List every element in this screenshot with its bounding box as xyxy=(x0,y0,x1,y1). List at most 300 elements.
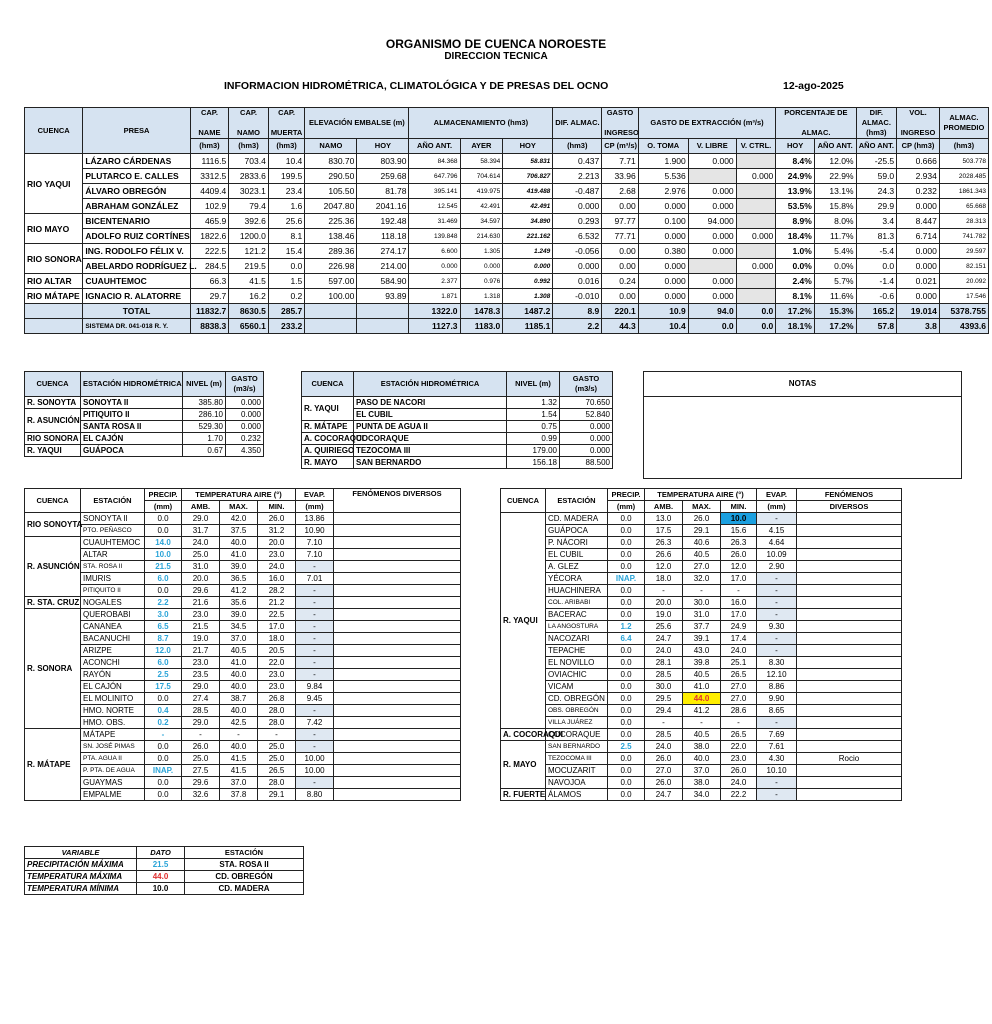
presa-value: 284.5 xyxy=(190,259,229,274)
fenomeno-value xyxy=(797,525,902,537)
cuenca-label: R. YAQUI xyxy=(25,445,81,457)
presa-value: 221.162 xyxy=(503,229,553,244)
station-value: 0.000 xyxy=(560,433,613,445)
col-amb: AMB. xyxy=(182,501,220,513)
presa-value: -0.6 xyxy=(856,289,897,304)
station-value: - xyxy=(757,633,797,645)
fenomeno-value xyxy=(797,573,902,585)
presa-value xyxy=(736,274,776,289)
station-value: 23.0 xyxy=(258,549,296,561)
station-value: 10.00 xyxy=(296,753,334,765)
station-name: VILLA JUÁREZ xyxy=(546,717,608,729)
station-value: 17.0 xyxy=(258,621,296,633)
cuenca-label: RIO ALTAR xyxy=(25,274,83,289)
fenomeno-value xyxy=(797,681,902,693)
presa-value: 2047.80 xyxy=(305,199,357,214)
station-value: 1.2 xyxy=(608,621,645,633)
station-name: EL CAJÓN xyxy=(81,433,183,445)
fenomeno-value xyxy=(797,693,902,705)
presa-value: 0.0 xyxy=(856,259,897,274)
hidro-left-header xyxy=(25,372,264,397)
presa-value: 1200.0 xyxy=(229,229,269,244)
presa-name: CUAUHTEMOC xyxy=(83,274,190,289)
col-amb: AMB. xyxy=(645,501,683,513)
clima-row xyxy=(501,669,902,681)
station-value: 0.232 xyxy=(226,433,264,445)
station-value: 9.84 xyxy=(296,681,334,693)
sub-o-toma: O. TOMA xyxy=(638,139,688,154)
station-value: 26.0 xyxy=(683,513,721,525)
station-value: - xyxy=(645,717,683,729)
station-value: 7.10 xyxy=(296,549,334,561)
presa-value: 2.4% xyxy=(776,274,815,289)
presa-value: 12.0% xyxy=(814,154,856,169)
station-value: 12.10 xyxy=(757,669,797,681)
col-cuenca: CUENCA xyxy=(25,108,83,154)
presa-value: 584.90 xyxy=(357,274,409,289)
fenomeno-value xyxy=(797,741,902,753)
presa-value: 2833.6 xyxy=(229,169,269,184)
station-value: 26.5 xyxy=(721,669,757,681)
station-value: 29.6 xyxy=(182,777,220,789)
station-value: 10.09 xyxy=(757,549,797,561)
col-max: MAX. xyxy=(683,501,721,513)
presa-name: ING. RODOLFO FÉLIX V. xyxy=(83,244,190,259)
presa-value: 81.3 xyxy=(856,229,897,244)
station-value: 0.0 xyxy=(145,777,182,789)
presa-value: 0.437 xyxy=(553,154,602,169)
presa-value: 34.890 xyxy=(503,214,553,229)
hidro-row xyxy=(302,421,613,433)
sub-hoy: HOY xyxy=(776,139,815,154)
station-value: 41.5 xyxy=(220,765,258,777)
station-name: TEPACHE xyxy=(546,645,608,657)
presa-value: -0.487 xyxy=(553,184,602,199)
station-value: 0.0 xyxy=(608,693,645,705)
fenomeno-value xyxy=(797,777,902,789)
cuenca-label: RIO SONORA xyxy=(25,244,83,274)
clima-row xyxy=(25,549,461,561)
presa-value: 0.000 xyxy=(897,244,940,259)
station-name: HUACHINERA xyxy=(546,585,608,597)
station-value: 0.0 xyxy=(608,597,645,609)
station-value: 179.00 xyxy=(507,445,560,457)
station-value: 13.0 xyxy=(645,513,683,525)
hidro-row xyxy=(25,397,264,409)
station-value: 39.0 xyxy=(220,609,258,621)
clima-right-header xyxy=(501,489,902,501)
station-value: 2.2 xyxy=(145,597,182,609)
station-value: 24.0 xyxy=(721,645,757,657)
clima-row xyxy=(501,717,902,729)
station-value: 8.30 xyxy=(757,657,797,669)
presa-value: 6.714 xyxy=(897,229,940,244)
presa-value: 219.5 xyxy=(229,259,269,274)
station-value: 26.5 xyxy=(721,729,757,741)
station-value: 6.4 xyxy=(608,633,645,645)
presa-row xyxy=(25,199,989,214)
station-value: 28.2 xyxy=(258,585,296,597)
presa-value: 0.293 xyxy=(553,214,602,229)
station-value: 32.0 xyxy=(683,573,721,585)
total-value: 1478.3 xyxy=(460,304,503,319)
presa-value: 29.9 xyxy=(856,199,897,214)
station-value: 8.7 xyxy=(145,633,182,645)
station-name: COL. ARIBABI xyxy=(546,597,608,609)
station-value: 0.0 xyxy=(608,657,645,669)
presa-value: 23.4 xyxy=(268,184,304,199)
presa-row xyxy=(25,244,989,259)
presa-value: 0.380 xyxy=(638,244,688,259)
station-value: 17.5 xyxy=(645,525,683,537)
station-value: - xyxy=(296,657,334,669)
cuenca-label: R. YAQUI xyxy=(302,397,354,421)
hidrometrica-right-table xyxy=(301,371,613,469)
cuenca-label: RIO YAQUI xyxy=(25,154,83,214)
clima-row xyxy=(25,597,461,609)
station-value: 0.0 xyxy=(608,549,645,561)
station-value: 385.80 xyxy=(183,397,226,409)
fenomeno-value xyxy=(797,765,902,777)
station-value: 28.0 xyxy=(258,777,296,789)
presa-value: 41.5 xyxy=(229,274,269,289)
station-value: 24.7 xyxy=(645,633,683,645)
col-min: MIN. xyxy=(721,501,757,513)
col-dif-almac: DIF. ALMAC. xyxy=(553,108,602,139)
cuenca-label: R. SONORA xyxy=(25,609,81,729)
station-value: 40.5 xyxy=(683,669,721,681)
unit-mm: (mm) xyxy=(757,501,797,513)
station-value: 35.6 xyxy=(220,597,258,609)
station-value: 38.0 xyxy=(683,777,721,789)
presa-value: 138.46 xyxy=(305,229,357,244)
clima-row xyxy=(25,525,461,537)
presa-value: 0.000 xyxy=(688,274,736,289)
station-value: 0.99 xyxy=(507,433,560,445)
station-value: 0.0 xyxy=(608,525,645,537)
presa-value: 0.100 xyxy=(638,214,688,229)
presa-value: 25.6 xyxy=(268,214,304,229)
clima-row xyxy=(25,645,461,657)
station-value: 10.0 xyxy=(145,549,182,561)
station-value: 40.0 xyxy=(220,741,258,753)
station-value: 29.0 xyxy=(182,681,220,693)
station-value: - xyxy=(296,669,334,681)
sub-hoy: HOY xyxy=(503,139,553,154)
station-name: PTA. AGUA II xyxy=(81,753,145,765)
presa-value: 0.232 xyxy=(897,184,940,199)
col-nivel: NIVEL (m) xyxy=(183,372,226,397)
presa-value: 5.536 xyxy=(638,169,688,184)
total-value: 1322.0 xyxy=(409,304,460,319)
presa-value: 703.4 xyxy=(229,154,269,169)
station-value: 4.64 xyxy=(757,537,797,549)
station-value: 29.4 xyxy=(645,705,683,717)
station-value: - xyxy=(757,585,797,597)
clima-row xyxy=(25,705,461,717)
fenomeno-value xyxy=(334,741,461,753)
presa-value: 225.36 xyxy=(305,214,357,229)
col-evap: EVAP. xyxy=(296,489,334,501)
presa-value: 0.021 xyxy=(897,274,940,289)
presa-value: 0.0 xyxy=(268,259,304,274)
presa-value: 597.00 xyxy=(305,274,357,289)
cuenca-label: R. SONOYTA xyxy=(25,397,81,409)
station-name: CD. OBREGÓN xyxy=(546,693,608,705)
station-value: - xyxy=(683,585,721,597)
station-value: 41.5 xyxy=(220,753,258,765)
station-value: 41.0 xyxy=(220,549,258,561)
station-value: 28.6 xyxy=(721,705,757,717)
presa-name: ÁLVARO OBREGÓN xyxy=(83,184,190,199)
presa-value: 2.213 xyxy=(553,169,602,184)
station-value: 34.0 xyxy=(683,789,721,801)
sistema-value: 2.2 xyxy=(553,319,602,334)
fenomeno-value xyxy=(334,717,461,729)
station-value: 40.5 xyxy=(683,729,721,741)
station-name: SAN BERNARDO xyxy=(354,457,507,469)
station-value: 23.0 xyxy=(721,753,757,765)
clima-row xyxy=(25,717,461,729)
cuenca-label: R. MÁTAPE xyxy=(25,729,81,801)
station-name: COCORAQUE xyxy=(354,433,507,445)
presa-value: 2.377 xyxy=(409,274,460,289)
station-value: 30.0 xyxy=(645,681,683,693)
station-value: 24.0 xyxy=(721,777,757,789)
station-name: PITIQUITO II xyxy=(81,409,183,421)
station-value: 9.45 xyxy=(296,693,334,705)
cuenca-label: R. STA. CRUZ xyxy=(25,597,81,609)
total-value: 285.7 xyxy=(268,304,304,319)
station-value: 7.42 xyxy=(296,717,334,729)
presa-value: 0.000 xyxy=(638,274,688,289)
clima-row xyxy=(25,537,461,549)
station-value: 0.000 xyxy=(560,421,613,433)
station-value: 6.5 xyxy=(145,621,182,633)
col-nivel: NIVEL (m) xyxy=(507,372,560,397)
station-value: 20.0 xyxy=(645,597,683,609)
fenomeno-value xyxy=(797,657,902,669)
station-name: MOCUZARIT xyxy=(546,765,608,777)
total-value: 11832.7 xyxy=(190,304,229,319)
station-value: 0.0 xyxy=(608,753,645,765)
station-value: - xyxy=(145,729,182,741)
sistema-value: 8838.3 xyxy=(190,319,229,334)
presas-header-row xyxy=(25,108,989,139)
station-value: 22.2 xyxy=(721,789,757,801)
station-value: 0.0 xyxy=(608,777,645,789)
station-name: NACOZARI xyxy=(546,633,608,645)
sistema-value: 18.1% xyxy=(776,319,815,334)
extremos-table xyxy=(24,846,304,895)
station-name: P. NÁCORI xyxy=(546,537,608,549)
station-value: 0.4 xyxy=(145,705,182,717)
station-name: ALTAR xyxy=(81,549,145,561)
sub-ayer: AYER xyxy=(460,139,503,154)
station-name: CD. MADERA xyxy=(546,513,608,525)
station-value: 0.75 xyxy=(507,421,560,433)
station-value: 9.90 xyxy=(757,693,797,705)
station-name: QUEROBABI xyxy=(81,609,145,621)
clima-row xyxy=(501,693,902,705)
station-value: 0.2 xyxy=(145,717,182,729)
presa-value: 4409.4 xyxy=(190,184,229,199)
col-diversos: DIVERSOS xyxy=(797,501,902,513)
fenomeno-value xyxy=(797,597,902,609)
presa-value: 0.2 xyxy=(268,289,304,304)
presas-table xyxy=(24,107,989,334)
station-value: 25.0 xyxy=(258,753,296,765)
presa-value: 395.141 xyxy=(409,184,460,199)
station-value: - xyxy=(721,717,757,729)
presa-value: 0.24 xyxy=(602,274,638,289)
station-value: 26.3 xyxy=(645,537,683,549)
extremo-estacion: STA. ROSA II xyxy=(185,859,304,871)
sistema-value: 233.2 xyxy=(268,319,304,334)
col-fenomenos: FENÓMENOS xyxy=(797,489,902,501)
fenomeno-value xyxy=(797,513,902,525)
col-evap: EVAP. xyxy=(757,489,797,501)
presa-value: -25.5 xyxy=(856,154,897,169)
station-value: 40.5 xyxy=(220,645,258,657)
presa-value: 2.934 xyxy=(897,169,940,184)
presa-value: 82.151 xyxy=(939,259,988,274)
col-dato: DATO xyxy=(137,847,185,859)
station-value: 23.0 xyxy=(182,609,220,621)
fenomeno-value xyxy=(334,645,461,657)
extremo-dato: 10.0 xyxy=(137,883,185,895)
col-gasto: GASTO INGRESO xyxy=(602,108,638,139)
presa-value: 0.00 xyxy=(602,199,638,214)
presa-value: 8.4% xyxy=(776,154,815,169)
presa-value: 3312.5 xyxy=(190,169,229,184)
station-value: 41.2 xyxy=(683,705,721,717)
presa-value: 11.6% xyxy=(814,289,856,304)
presa-name: LÁZARO CÁRDENAS xyxy=(83,154,190,169)
clima-row xyxy=(501,705,902,717)
station-value: 1.70 xyxy=(183,433,226,445)
station-value: 24.0 xyxy=(182,537,220,549)
presa-value: 2.68 xyxy=(602,184,638,199)
station-value: 7.01 xyxy=(296,573,334,585)
station-name: GUAYMAS xyxy=(81,777,145,789)
total-value: 17.2% xyxy=(776,304,815,319)
total-value: 5378.755 xyxy=(939,304,988,319)
presa-value: 0.000 xyxy=(553,199,602,214)
station-value: 21.5 xyxy=(182,621,220,633)
clima-row xyxy=(25,765,461,777)
col-cuenca: CUENCA xyxy=(302,372,354,397)
station-value: 12.0 xyxy=(645,561,683,573)
station-value: 7.10 xyxy=(296,537,334,549)
presa-value: 704.614 xyxy=(460,169,503,184)
presa-value: 29.7 xyxy=(190,289,229,304)
station-value: 88.500 xyxy=(560,457,613,469)
col-cap-name: CAP. NAME xyxy=(190,108,229,139)
station-value: 39.8 xyxy=(683,657,721,669)
extremo-estacion: CD. MADERA xyxy=(185,883,304,895)
clima-row xyxy=(25,633,461,645)
presa-value: 93.89 xyxy=(357,289,409,304)
presa-name: ABELARDO RODRÍGUEZ L. xyxy=(83,259,190,274)
presa-value: 2.976 xyxy=(638,184,688,199)
station-value: 25.0 xyxy=(182,753,220,765)
station-value: - xyxy=(220,729,258,741)
total-value: 0.0 xyxy=(736,304,776,319)
fenomeno-value xyxy=(334,729,461,741)
cuenca-label: RIO SONORA xyxy=(25,433,81,445)
station-value: 43.0 xyxy=(683,645,721,657)
col-almacenamiento: ALMACENAMIENTO (hm3) xyxy=(409,108,553,139)
presa-value: 6.532 xyxy=(553,229,602,244)
fenomeno-value xyxy=(334,597,461,609)
presa-row xyxy=(25,184,989,199)
extremo-variable: PRECIPITACIÓN MÁXIMA xyxy=(25,859,137,871)
hidro-row xyxy=(302,433,613,445)
presa-value: 0.000 xyxy=(688,184,736,199)
presa-value: 0.000 xyxy=(736,169,776,184)
presa-value: 647.796 xyxy=(409,169,460,184)
presa-value: 0.000 xyxy=(736,259,776,274)
station-value: 40.0 xyxy=(683,753,721,765)
station-name: A. GLEZ xyxy=(546,561,608,573)
station-value: 1.54 xyxy=(507,409,560,421)
station-name: RAYÓN xyxy=(81,669,145,681)
station-value: 31.7 xyxy=(182,525,220,537)
clima-row xyxy=(25,561,461,573)
presa-value: 24.9% xyxy=(776,169,815,184)
presa-value: 33.96 xyxy=(602,169,638,184)
station-value: 7.69 xyxy=(757,729,797,741)
station-name: PUNTA DE AGUA II xyxy=(354,421,507,433)
presa-value: 1.308 xyxy=(503,289,553,304)
station-value: 29.0 xyxy=(182,513,220,525)
presa-value: 0.0% xyxy=(776,259,815,274)
presa-value: 94.000 xyxy=(688,214,736,229)
dept-title: DIRECCION TECNICA xyxy=(444,51,548,62)
unit-hm3: (hm3) xyxy=(229,139,269,154)
presa-value: 1.5 xyxy=(268,274,304,289)
clima-row xyxy=(501,729,902,741)
station-value: 6.0 xyxy=(145,573,182,585)
presa-value: 8.0% xyxy=(814,214,856,229)
presa-value: 34.597 xyxy=(460,214,503,229)
presa-value: 28.313 xyxy=(939,214,988,229)
fenomeno-value xyxy=(334,537,461,549)
station-value: 25.0 xyxy=(258,741,296,753)
station-value: 0.0 xyxy=(145,789,182,801)
presa-value: 226.98 xyxy=(305,259,357,274)
cuenca-label: RIO MÁTAPE xyxy=(25,289,83,304)
blank-cell xyxy=(25,319,83,334)
total-label: TOTAL xyxy=(83,304,190,319)
presa-value: 2028.485 xyxy=(939,169,988,184)
presa-value: 31.469 xyxy=(409,214,460,229)
presa-value: 7.71 xyxy=(602,154,638,169)
station-name: VICAM xyxy=(546,681,608,693)
station-value: 15.6 xyxy=(721,525,757,537)
presa-name: ABRAHAM GONZÁLEZ xyxy=(83,199,190,214)
sub-ano-ant: AÑO ANT. xyxy=(409,139,460,154)
col-estacion: ESTACIÓN HIDROMÉTRICA xyxy=(81,372,183,397)
presa-value: 29.597 xyxy=(939,244,988,259)
sistema-value: 1185.1 xyxy=(503,319,553,334)
fenomeno-value xyxy=(334,681,461,693)
station-value: 0.0 xyxy=(608,513,645,525)
station-name: OBS. OBREGÓN xyxy=(546,705,608,717)
station-name: ÁLAMOS xyxy=(546,789,608,801)
presa-value: 419.488 xyxy=(503,184,553,199)
